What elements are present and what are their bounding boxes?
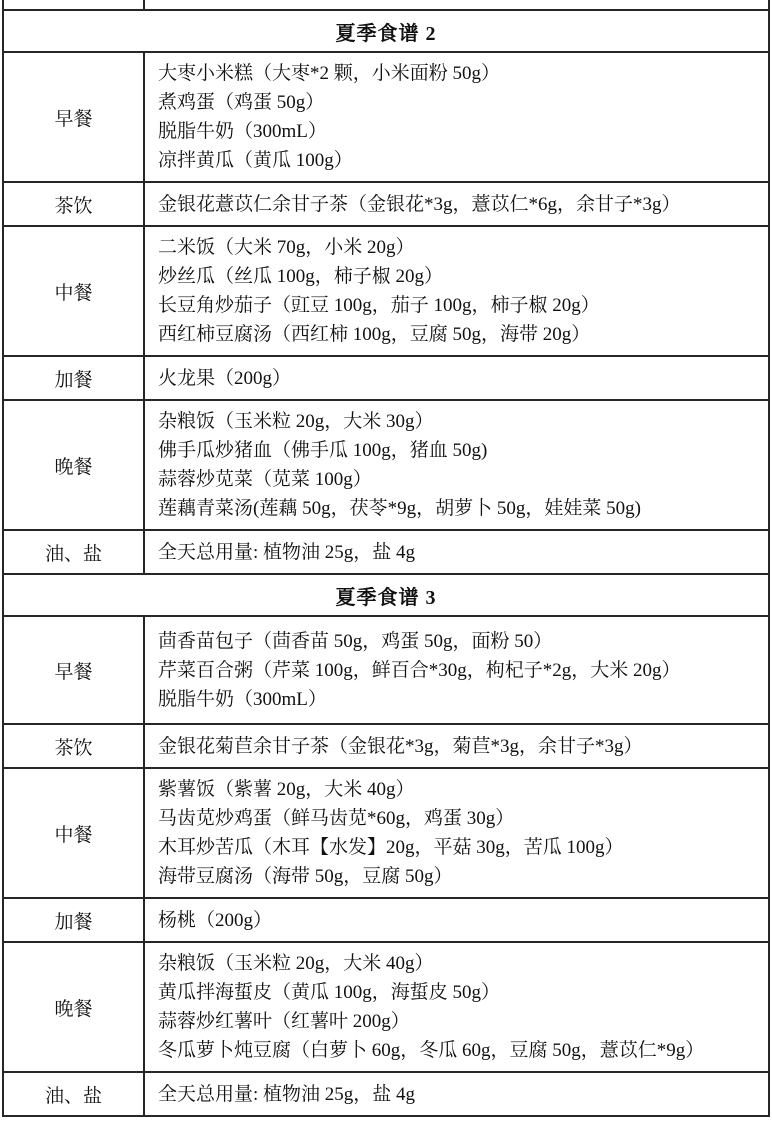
row-label: 早餐 bbox=[4, 53, 145, 181]
row-label: 油、盐 bbox=[4, 531, 145, 573]
row-content bbox=[145, 943, 768, 1071]
menu-line: 海带豆腐汤（海带 50g，豆腐 50g） bbox=[158, 866, 453, 887]
partial-content-cell bbox=[145, 0, 768, 12]
section-title-row bbox=[4, 573, 768, 615]
table-row-tea bbox=[4, 723, 768, 767]
row-content bbox=[145, 1073, 768, 1115]
menu-line: 紫薯饭（紫薯 20g，大米 40g） bbox=[158, 779, 415, 800]
menu-line: 长豆角炒茄子（豇豆 100g，茄子 100g，柿子椒 20g） bbox=[158, 295, 600, 316]
menu-line: 二米饭（大米 70g，小米 20g） bbox=[158, 237, 415, 258]
row-content bbox=[145, 53, 768, 181]
menu-line: 木耳炒苦瓜（木耳【水发】20g，平菇 30g，苦瓜 100g） bbox=[158, 837, 624, 858]
menu-line: 杨桃（200g） bbox=[158, 909, 273, 931]
table-row-lunch bbox=[4, 225, 768, 355]
menu-line: 全天总用量: 植物油 25g，盐 4g bbox=[158, 541, 416, 563]
row-content bbox=[145, 617, 768, 723]
menu-line: 金银花菊苣余甘子茶（金银花*3g，菊苣*3g，余甘子*3g） bbox=[158, 735, 643, 757]
menu-line: 马齿苋炒鸡蛋（鲜马齿苋*60g，鸡蛋 30g） bbox=[158, 808, 515, 829]
row-label: 茶饮 bbox=[4, 183, 145, 225]
menu-line: 凉拌黄瓜（黄瓜 100g） bbox=[158, 150, 353, 171]
row-content bbox=[145, 725, 768, 767]
menu-line: 芹菜百合粥（芹菜 100g，鲜百合*30g，枸杞子*2g，大米 20g） bbox=[158, 659, 681, 681]
table-row-dinner bbox=[4, 399, 768, 529]
table-row-partial bbox=[4, 0, 768, 9]
meal-plan-table bbox=[2, 0, 770, 1117]
menu-line: 火龙果（200g） bbox=[158, 367, 292, 389]
row-label: 早餐 bbox=[4, 617, 145, 723]
row-content bbox=[145, 183, 768, 225]
row-content bbox=[145, 531, 768, 573]
row-label: 茶饮 bbox=[4, 725, 145, 767]
table-row-tea bbox=[4, 181, 768, 225]
menu-line: 金银花薏苡仁余甘子茶（金银花*3g，薏苡仁*6g，余甘子*3g） bbox=[158, 193, 681, 215]
row-label: 中餐 bbox=[4, 227, 145, 355]
partial-label-cell bbox=[4, 0, 145, 9]
table-row-breakfast bbox=[4, 615, 768, 723]
table-row-snack bbox=[4, 355, 768, 399]
section-title: 夏季食谱 2 bbox=[335, 22, 437, 45]
menu-line: 莲藕青菜汤(莲藕 50g，茯苓*9g，胡萝卜 50g，娃娃菜 50g) bbox=[158, 498, 641, 519]
section-title-row bbox=[4, 9, 768, 51]
menu-line: 杂粮饭（玉米粒 20g，大米 30g） bbox=[158, 411, 434, 432]
table-row-snack bbox=[4, 897, 768, 941]
row-content bbox=[145, 357, 768, 399]
menu-line: 西红柿豆腐汤（西红柿 100g，豆腐 50g，海带 20g） bbox=[158, 324, 591, 345]
menu-line: 佛手瓜炒猪血（佛手瓜 100g，猪血 50g) bbox=[158, 440, 488, 461]
menu-line: 全天总用量: 植物油 25g，盐 4g bbox=[158, 1083, 416, 1105]
menu-line: 黄瓜拌海蜇皮（黄瓜 100g，海蜇皮 50g） bbox=[158, 982, 501, 1003]
menu-line: 炒丝瓜（丝瓜 100g，柿子椒 20g） bbox=[158, 266, 444, 287]
menu-line: 脱脂牛奶（300mL） bbox=[158, 121, 327, 142]
row-label: 加餐 bbox=[4, 357, 145, 399]
row-label: 加餐 bbox=[4, 899, 145, 941]
menu-line: 茴香苗包子（茴香苗 50g，鸡蛋 50g，面粉 50） bbox=[158, 630, 553, 652]
menu-line: 脱脂牛奶（300mL） bbox=[158, 688, 327, 710]
table-row-breakfast bbox=[4, 51, 768, 181]
menu-line: 大枣小米糕（大枣*2 颗，小米面粉 50g） bbox=[158, 63, 501, 84]
row-content bbox=[145, 769, 768, 897]
menu-line: 蒜蓉炒苋菜（苋菜 100g） bbox=[158, 469, 372, 490]
menu-line: 蒜蓉炒红薯叶（红薯叶 200g） bbox=[158, 1011, 410, 1032]
row-label: 油、盐 bbox=[4, 1073, 145, 1115]
menu-line: 杂粮饭（玉米粒 20g，大米 40g） bbox=[158, 953, 434, 974]
row-label: 中餐 bbox=[4, 769, 145, 897]
row-label: 晚餐 bbox=[4, 943, 145, 1071]
row-label: 晚餐 bbox=[4, 401, 145, 529]
menu-line: 冬瓜萝卜炖豆腐（白萝卜 60g，冬瓜 60g，豆腐 50g，薏苡仁*9g） bbox=[158, 1040, 705, 1061]
row-content bbox=[145, 401, 768, 529]
table-row-oil-salt bbox=[4, 1071, 768, 1115]
row-content bbox=[145, 227, 768, 355]
section-title: 夏季食谱 3 bbox=[335, 586, 437, 609]
table-row-dinner bbox=[4, 941, 768, 1071]
table-row-lunch bbox=[4, 767, 768, 897]
menu-line: 煮鸡蛋（鸡蛋 50g） bbox=[158, 92, 325, 113]
table-row-oil-salt bbox=[4, 529, 768, 573]
row-content bbox=[145, 899, 768, 941]
